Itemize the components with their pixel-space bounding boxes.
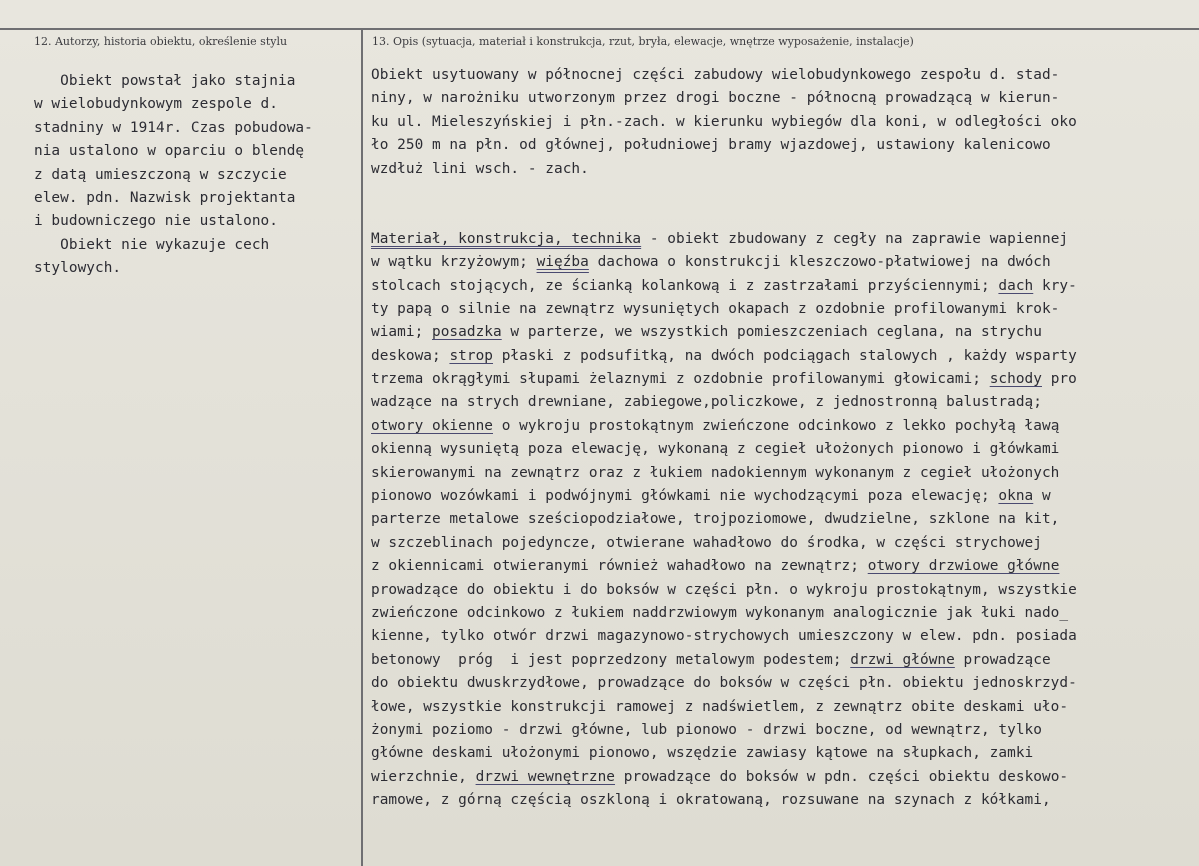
description-line: zwieńczone odcinkowo z łukiem naddrzwiowym wykonanym analogicznie jak łuki nado_ [371,604,1069,621]
term-underlined: posadzka [432,324,502,341]
term-underlined: drzwi wewnętrzne [475,768,616,785]
paragraph-gap [371,181,1199,204]
situation-paragraph [371,64,1199,181]
left-line: Obiekt powstał jako stajnia [34,73,296,89]
term-underlined: więźba [536,254,589,271]
description-line: prowadzące do obiektu i do boksów w części płn. o wykroju prostokątnym, wszystkie [371,581,1077,598]
term-underlined: dach [998,277,1034,294]
description-line: niny, w narożniku utworzonym przez drogi boczne - północną prowadzącą w kierun- [371,90,1060,107]
description-line: otwory okienne o wykroju prostokątnym zwieńczone odcinkowo z lekko pochyłą ławą [371,417,1060,434]
description-line: pionowo wozówkami i podwójnymi główkami nie wychodzącymi poza elewację; okna w [371,488,1051,505]
paragraph-gap [371,204,1199,227]
description-line: łowe, wszystkie konstrukcji ramowej z nadświetlem, z zewnątrz obite deskami uło- [371,698,1069,715]
term-underlined: drzwi główne [850,651,955,668]
description-line: trzema okrągłymi słupami żelaznymi z ozdobnie profilowanymi głowicami; schody pro [371,371,1077,388]
term-underlined: otwory drzwiowe główne [867,558,1060,575]
term-underlined: strop [449,347,494,364]
description-line: wzdłuż lini wsch. - zach. [371,160,589,177]
description-line: parterze metalowe sześciopodziałowe, trojpoziomowe, dwudzielne, szklone na kit, [371,511,1060,528]
description-line: skierowanymi na zewnątrz oraz z łukiem nadokiennym wykonanym z cegieł ułożonych [371,464,1060,481]
term-underlined: schody [989,371,1042,388]
left-line: stadniny w 1914r. Czas pobudowa- [34,119,313,136]
left-line: stylowych. [34,260,122,277]
left-line: z datą umieszczoną w szczycie [34,166,287,183]
description-line: betonowy próg i jest poprzedzony metalowym podestem; drzwi główne prowadzące [371,651,1051,668]
header-right: 13. Opis (sytuacja, materiał i konstrukcja, rzut, bryła, elewacje, wnętrze wyposażenie, instalacje) [372,35,914,48]
material-construction-paragraph [371,228,1199,813]
top-rule [0,28,1199,30]
description-line: Materiał, konstrukcja, technika - obiekt zbudowany z cegły na zaprawie wapiennej [371,230,1069,247]
left-line: i budowniczego nie ustalono. [34,213,278,230]
description-line: ramowe, z górną częścią oszkloną i okratowaną, rozsuwane na szynach z kółkami, [371,792,1051,809]
section-heading: Materiał, konstrukcja, technika [371,230,642,247]
left-line: elew. pdn. Nazwisk projektanta [34,189,296,206]
description-line: ty papą o silnie na zewnątrz wysuniętych okapach z ozdobnie profilowanymi krok- [371,300,1060,317]
header-left: 12. Autorzy, historia obiektu, określenie stylu [34,35,288,48]
description-line: deskowa; strop płaski z podsufitką, na dwóch podciągach stalowych , każdy wsparty [371,347,1077,364]
description-line: w wątku krzyżowym; więźba dachowa o konstrukcji kleszczowo-płatwiowej na dwóch [371,254,1051,271]
description-line: wadzące na strych drewniane, zabiegowe,policzkowe, z jednostronną balustradą; [371,394,1042,411]
term-underlined: okna [998,488,1034,505]
description-line: główne deskami ułożonymi pionowo, wszędzie zawiasy kątowe na słupkach, zamki [371,745,1034,762]
description-line: stolcach stojących, ze ścianką kolankową i z zastrzałami przyściennymi; dach kry- [371,277,1077,294]
description-line: wiami; posadzka w parterze, we wszystkich pomieszczeniach ceglana, na strychu [371,324,1042,341]
authors-history-column [34,70,354,281]
description-line: w szczeblinach pojedyncze, otwierane wahadłowo do środka, w części strychowej [371,534,1042,551]
description-line: wierzchnie, drzwi wewnętrzne prowadzące do boksów w pdn. części obiektu deskowo- [371,768,1069,785]
column-divider [361,28,363,866]
description-line: żonymi poziomo - drzwi główne, lub pionowo - drzwi boczne, od wewnątrz, tylko [371,721,1042,738]
description-line: z okiennicami otwieranymi również wahadłowo na zewnątrz; otwory drzwiowe główne [371,558,1060,575]
description-column [371,64,1199,813]
left-line: nia ustalono w oparciu o blendę [34,143,305,160]
term-underlined: otwory okienne [371,417,493,434]
description-line: okienną wysuniętą poza elewację, wykonaną z cegieł ułożonych pionowo i główkami [371,441,1060,458]
description-line: kienne, tylko otwór drzwi magazynowo-strychowych umieszczony w elew. pdn. posiada [371,628,1077,645]
description-line: ło 250 m na płn. od głównej, południowej bramy wjazdowej, ustawiony kalenicowo [371,137,1051,154]
left-line: w wielobudynkowym zespole d. [34,96,278,113]
description-line: Obiekt usytuowany w północnej części zabudowy wielobudynkowego zespołu d. stad- [371,67,1060,83]
description-line: ku ul. Mieleszyńskiej i płn.-zach. w kierunku wybiegów dla koni, w odległości oko [371,113,1077,130]
left-line: Obiekt nie wykazuje cech [34,236,270,253]
description-line: do obiektu dwuskrzydłowe, prowadzące do boksów w części płn. obiektu jednoskrzyd- [371,675,1077,692]
